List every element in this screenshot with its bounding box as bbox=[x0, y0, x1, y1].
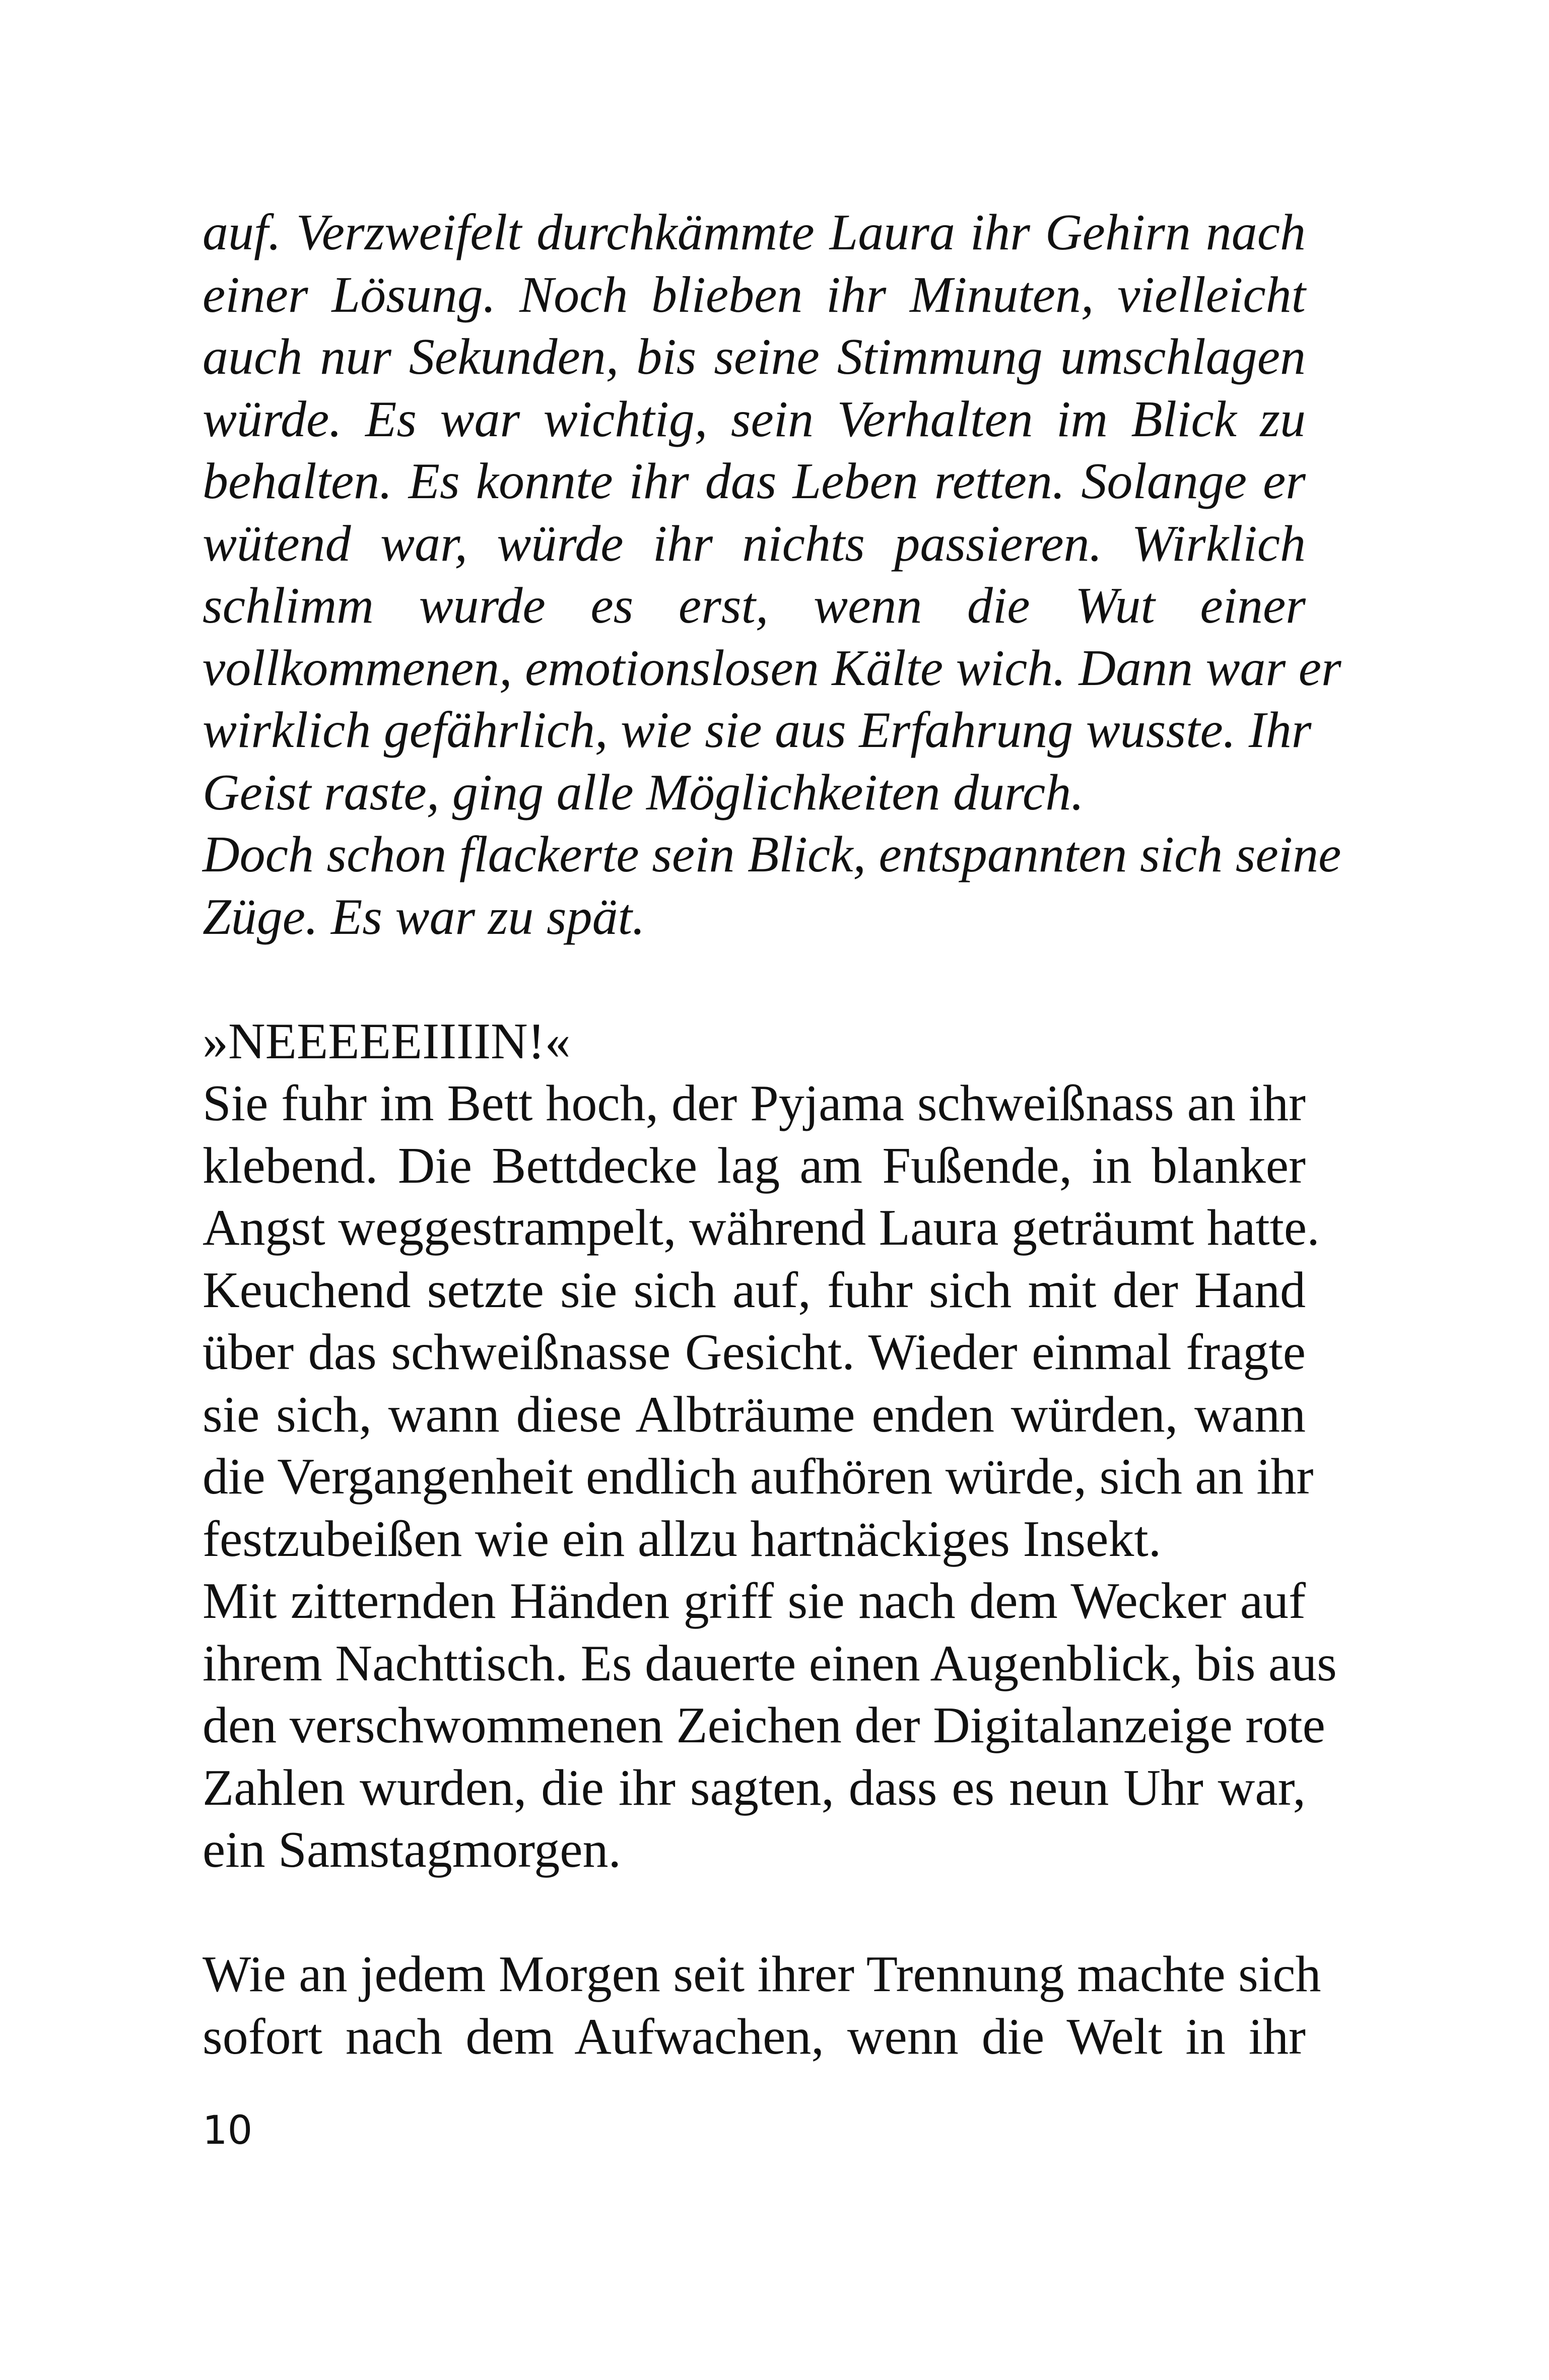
text-line: ihrem Nachttisch. Es dauerte einen Augenblick, bis aus bbox=[203, 1635, 1337, 1692]
paragraph-3 bbox=[203, 1943, 1321, 2068]
text-line: festzubeißen wie ein allzu hartnäckiges Insekt. bbox=[203, 1510, 1162, 1568]
text-line: auch nur Sekunden, bis seine Stimmung umschlagen bbox=[203, 328, 1306, 385]
paragraph-gap bbox=[203, 1881, 1306, 1944]
text-line: vollkommenen, emotionslosen Kälte wich. Dann war er bbox=[203, 639, 1341, 697]
paragraph-1 bbox=[203, 1072, 1320, 1570]
text-line: behalten. Es konnte ihr das Leben retten. Solange er bbox=[203, 453, 1306, 510]
text-line: Sie fuhr im Bett hoch, der Pyjama schweißnass an ihr bbox=[203, 1075, 1306, 1132]
text-line: die Vergangenheit endlich aufhören würde, sich an ihr bbox=[203, 1448, 1314, 1505]
italic-paragraph-2 bbox=[203, 824, 1341, 948]
text-line: wütend war, würde ihr nichts passieren. Wirklich bbox=[203, 515, 1306, 572]
paragraph-gap bbox=[203, 948, 1306, 1010]
text-line: sie sich, wann diese Albträume enden würden, wann bbox=[203, 1386, 1306, 1443]
page-number: 10 bbox=[203, 2108, 253, 2153]
text-line: Züge. Es war zu spät. bbox=[203, 888, 645, 945]
text-line: sofort nach dem Aufwachen, wenn die Welt in ihr bbox=[203, 2008, 1306, 2065]
text-line: Doch schon flackerte sein Blick, entspannten sich seine bbox=[203, 826, 1341, 883]
text-line: Angst weggestrampelt, während Laura geträumt hatte. bbox=[203, 1199, 1320, 1256]
text-line: Mit zitternden Händen griff sie nach dem Wecker auf bbox=[203, 1573, 1306, 1629]
text-line: Wie an jedem Morgen seit ihrer Trennung machte sich bbox=[203, 1946, 1321, 2003]
text-line: Zahlen wurden, die ihr sagten, dass es neun Uhr war, bbox=[203, 1759, 1306, 1816]
text-line: würde. Es war wichtig, sein Verhalten im Blick zu bbox=[203, 390, 1306, 448]
text-line: wirklich gefährlich, wie sie aus Erfahrung wusste. Ihr bbox=[203, 702, 1312, 759]
text-column bbox=[203, 201, 1341, 2068]
italic-paragraph bbox=[203, 201, 1341, 824]
text-line: klebend. Die Bettdecke lag am Fußende, in blanker bbox=[203, 1137, 1306, 1194]
paragraph-2 bbox=[203, 1570, 1337, 1881]
text-line: Geist raste, ging alle Möglichkeiten durch. bbox=[203, 764, 1084, 821]
text-line: Keuchend setzte sie sich auf, fuhr sich mit der Hand bbox=[203, 1261, 1306, 1319]
text-line: schlimm wurde es erst, wenn die Wut einer bbox=[203, 577, 1306, 634]
text-line: auf. Verzweifelt durchkämmte Laura ihr Gehirn nach bbox=[203, 204, 1306, 261]
exclamation-line: »NEEEEEIIIIN!« bbox=[203, 1012, 571, 1070]
text-line: ein Samstagmorgen. bbox=[203, 1821, 621, 1878]
text-line: über das schweißnasse Gesicht. Wieder einmal fragte bbox=[203, 1324, 1306, 1381]
text-line: einer Lösung. Noch blieben ihr Minuten, vielleicht bbox=[203, 266, 1306, 323]
text-line: den verschwommenen Zeichen der Digitalanzeige rote bbox=[203, 1697, 1325, 1754]
